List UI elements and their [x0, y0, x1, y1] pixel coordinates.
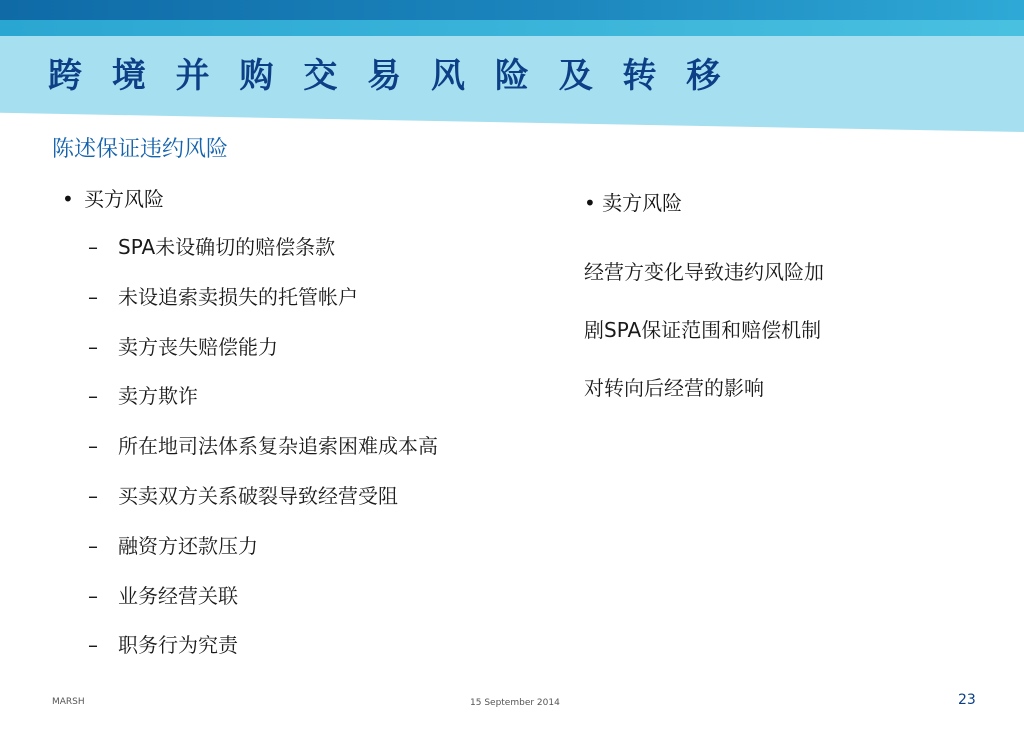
- slide-title: 跨 境 并 购 交 易 风 险 及 转 移: [48, 56, 730, 96]
- seller-risk-line: 经营方变化导致违约风险加: [584, 260, 824, 284]
- list-item: [88, 481, 438, 531]
- list-item: [88, 431, 438, 481]
- list-item: [88, 630, 438, 680]
- header-band-mid: [0, 20, 1024, 36]
- list-item-text: SPA未设确切的赔偿条款: [118, 235, 336, 259]
- list-item-text: 卖方丧失赔偿能力: [118, 334, 278, 359]
- list-item: [88, 381, 438, 431]
- seller-risk-line: 对转向后经营的影响: [584, 376, 764, 400]
- dash-icon: –: [88, 583, 98, 608]
- dash-icon: –: [88, 334, 98, 359]
- dash-icon: –: [88, 284, 98, 309]
- buyer-risk-heading-label: 买方风险: [84, 187, 164, 211]
- list-item: [88, 531, 438, 581]
- bullet-icon: •: [62, 187, 74, 211]
- list-item-text: 职务行为究责: [118, 633, 238, 658]
- list-item-text: 未设追索卖损失的托管帐户: [118, 284, 358, 309]
- header-band-dark: [0, 0, 1024, 20]
- seller-risk-text: [584, 256, 824, 430]
- dash-icon: –: [88, 384, 98, 409]
- list-item-text: 卖方欺诈: [118, 384, 198, 409]
- section-subtitle: 陈述保证违约风险: [52, 137, 229, 162]
- page-number: 23: [958, 692, 976, 708]
- footer-company: MARSH: [52, 697, 85, 707]
- dash-icon: –: [88, 483, 98, 508]
- list-item-text: 买卖双方关系破裂导致经营受阻: [118, 483, 398, 508]
- buyer-risk-heading: [62, 184, 164, 214]
- list-item: [88, 581, 438, 631]
- buyer-risk-list: [88, 232, 438, 680]
- list-item: [88, 232, 438, 282]
- dash-icon: –: [88, 533, 98, 558]
- footer-date: 15 September 2014: [470, 698, 560, 708]
- list-item: [88, 332, 438, 382]
- dash-icon: –: [88, 434, 98, 459]
- list-item-text: 业务经营关联: [118, 583, 238, 608]
- seller-risk-line: 剧SPA保证范围和赔偿机制: [584, 318, 822, 342]
- dash-icon: –: [88, 633, 98, 658]
- list-item-text: 所在地司法体系复杂追索困难成本高: [118, 434, 438, 459]
- seller-risk-heading: • 卖方风险: [584, 191, 683, 215]
- list-item-text: 融资方还款压力: [118, 533, 258, 558]
- dash-icon: –: [88, 235, 98, 259]
- list-item: [88, 282, 438, 332]
